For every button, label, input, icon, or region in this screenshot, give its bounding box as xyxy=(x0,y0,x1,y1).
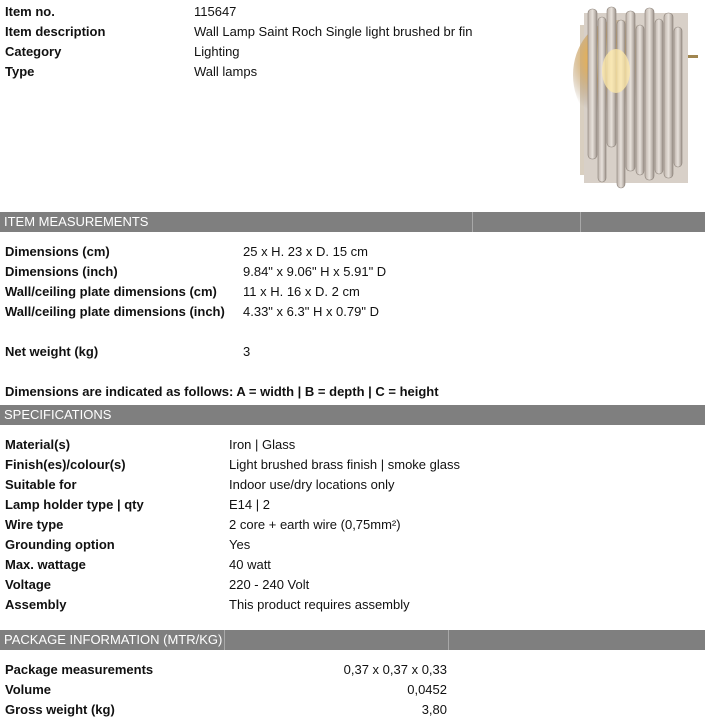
spec-label: Finish(es)/colour(s) xyxy=(5,457,126,472)
spec-label: Assembly xyxy=(5,597,67,612)
item-description-label: Item description xyxy=(5,24,106,39)
specifications-header xyxy=(0,405,705,425)
type-value: Wall lamps xyxy=(194,64,258,79)
specifications-title: SPECIFICATIONS xyxy=(4,407,112,422)
spec-label: Max. wattage xyxy=(5,557,86,572)
dimensions-inch-value: 9.84" x 9.06" H x 5.91" D xyxy=(243,264,387,279)
column-divider xyxy=(580,212,581,232)
gross-weight-label: Gross weight (kg) xyxy=(5,702,115,717)
spec-label: Material(s) xyxy=(5,437,71,452)
dimensions-cm-label: Dimensions (cm) xyxy=(5,244,110,259)
category-label: Category xyxy=(5,44,62,59)
spec-value: This product requires assembly xyxy=(229,597,410,612)
dimensions-inch-label: Dimensions (inch) xyxy=(5,264,118,279)
plate-dimensions-inch-value: 4.33" x 6.3" H x 0.79" D xyxy=(243,304,379,319)
spec-value: Light brushed brass finish | smoke glass xyxy=(229,457,460,472)
spec-label: Voltage xyxy=(5,577,51,592)
net-weight-label: Net weight (kg) xyxy=(5,344,99,359)
column-divider xyxy=(472,212,473,232)
spec-value: Indoor use/dry locations only xyxy=(229,477,395,492)
item-no-value: 115647 xyxy=(194,4,237,19)
package-measurements-label: Package measurements xyxy=(5,662,154,677)
spec-label: Grounding option xyxy=(5,537,115,552)
spec-label: Lamp holder type | qty xyxy=(5,497,144,512)
category-value: Lighting xyxy=(194,44,240,59)
item-no-label: Item no. xyxy=(5,4,55,19)
gross-weight-value: 3,80 xyxy=(421,702,447,717)
net-weight-value: 3 xyxy=(243,344,251,359)
spec-value: 220 - 240 Volt xyxy=(229,577,310,592)
dimensions-note: Dimensions are indicated as follows: A = width | B = depth | C = height xyxy=(5,384,439,399)
column-divider xyxy=(448,630,449,650)
spec-value: E14 | 2 xyxy=(229,497,270,512)
package-information-header xyxy=(0,630,705,650)
plate-dimensions-inch-label: Wall/ceiling plate dimensions (inch) xyxy=(5,304,225,319)
spec-label: Suitable for xyxy=(5,477,77,492)
package-measurements-value: 0,37 x 0,37 x 0,33 xyxy=(343,662,447,677)
volume-label: Volume xyxy=(5,682,51,697)
item-measurements-title: ITEM MEASUREMENTS xyxy=(4,214,149,229)
column-divider xyxy=(224,630,225,650)
spec-value: 40 watt xyxy=(229,557,271,572)
dimensions-cm-value: 25 x H. 23 x D. 15 cm xyxy=(243,244,368,259)
spec-value: 2 core + earth wire (0,75mm²) xyxy=(229,517,401,532)
spec-label: Wire type xyxy=(5,517,64,532)
spec-value: Yes xyxy=(229,537,251,552)
package-information-title: PACKAGE INFORMATION (MTR/KG) xyxy=(4,632,223,647)
item-description-value: Wall Lamp Saint Roch Single light brushed br fin xyxy=(194,24,473,39)
item-measurements-header xyxy=(0,212,705,232)
type-label: Type xyxy=(5,64,35,79)
wall-lamp-photo xyxy=(570,5,702,191)
plate-dimensions-cm-label: Wall/ceiling plate dimensions (cm) xyxy=(5,284,217,299)
plate-dimensions-cm-value: 11 x H. 16 x D. 2 cm xyxy=(243,284,360,299)
spec-value: Iron | Glass xyxy=(229,437,296,452)
volume-value: 0,0452 xyxy=(407,682,447,697)
